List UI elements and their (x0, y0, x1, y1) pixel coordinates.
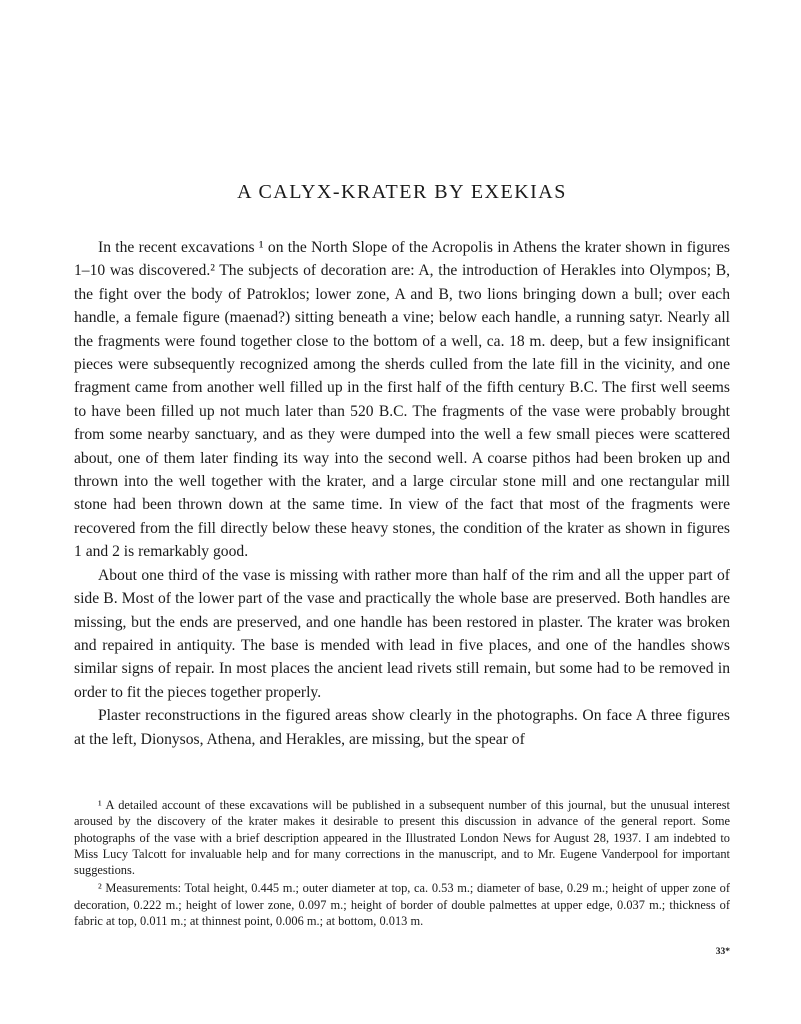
paragraph-3: Plaster reconstructions in the figured areas show clearly in the photographs. On face A three figures at the left, Dionysos, Athena, and Herakles, are missing, but the spear of (74, 707, 730, 748)
paragraph-2: About one third of the vase is missing with rather more than half of the rim and all the upper part of side B. Most of the lower part of the vase and practically the whole base are preserved. Both handles are missing, but the ends are preserved, and one handle has been restored in plaster. The krater was broken and repaired in antiquity. The base is mended with lead in five places, and one of the handles shows similar signs of repair. In most places the ancient lead rivets still remain, but some had to be removed in order to fit the pieces together properly. (74, 566, 730, 701)
article-title: A CALYX-KRATER BY EXEKIAS (237, 181, 567, 203)
paragraph-1: In the recent excavations ¹ on the North Slope of the Acropolis in Athens the krater shown in figures 1–10 was discovered.² The subjects of decoration are: A, the introduction of Herakles into Olympos; B, the fight over the body of Patroklos; lower zone, A and B, two lions bringing down a bull; over each handle, a female figure (maenad?) sitting beneath a vine; below each handle, a running satyr. Nearly all the fragments were found together close to the bottom of a well, ca. 18 m. deep, but a few insignificant pieces were subsequently recognized among the sherds culled from the late fill in the vicinity, and one fragment came from another well filled up in the first half of the fifth century B.C. The first well seems to have been filled up not much later than 520 B.C. The fragments of the vase were probably brought from some nearby sanctuary, and as they were dumped into the well a few small pieces were scattered about, one of them later finding its way into the second well. A coarse pithos had been broken up and thrown into the well together with the krater, and a large circular stone mill and one rectangular mill stone had been thrown down at the same time. In view of the fact that most of the fragments were recovered from the fill directly below these heavy stones, the condition of the krater as shown in figures 1 and 2 is remarkably good. (74, 239, 730, 561)
article-body (74, 236, 730, 751)
page (74, 0, 730, 1024)
footnote-1: ¹ A detailed account of these excavations will be published in a subsequent number of this journal, but the unusual interest aroused by the discovery of the krater makes it desirable to present this discussion in advance of the general report. Some photographs of the vase with a brief description appeared in the Illustrated London News for August 28, 1937. I am indebted to Miss Lucy Talcott for invaluable help and for many corrections in the manuscript, and to Mr. Eugene Vanderpool for important suggestions. (74, 798, 730, 878)
footnote-2: ² Measurements: Total height, 0.445 m.; outer diameter at top, ca. 0.53 m.; diameter of base, 0.29 m.; height of upper zone of decoration, 0.222 m.; height of lower zone, 0.097 m.; height of border of double palmettes at upper edge, 0.037 m.; thickness of fabric at top, 0.011 m.; at thinnest point, 0.006 m.; at bottom, 0.013 m. (74, 881, 730, 929)
footnotes (74, 797, 730, 931)
page-number: 33* (715, 947, 730, 957)
